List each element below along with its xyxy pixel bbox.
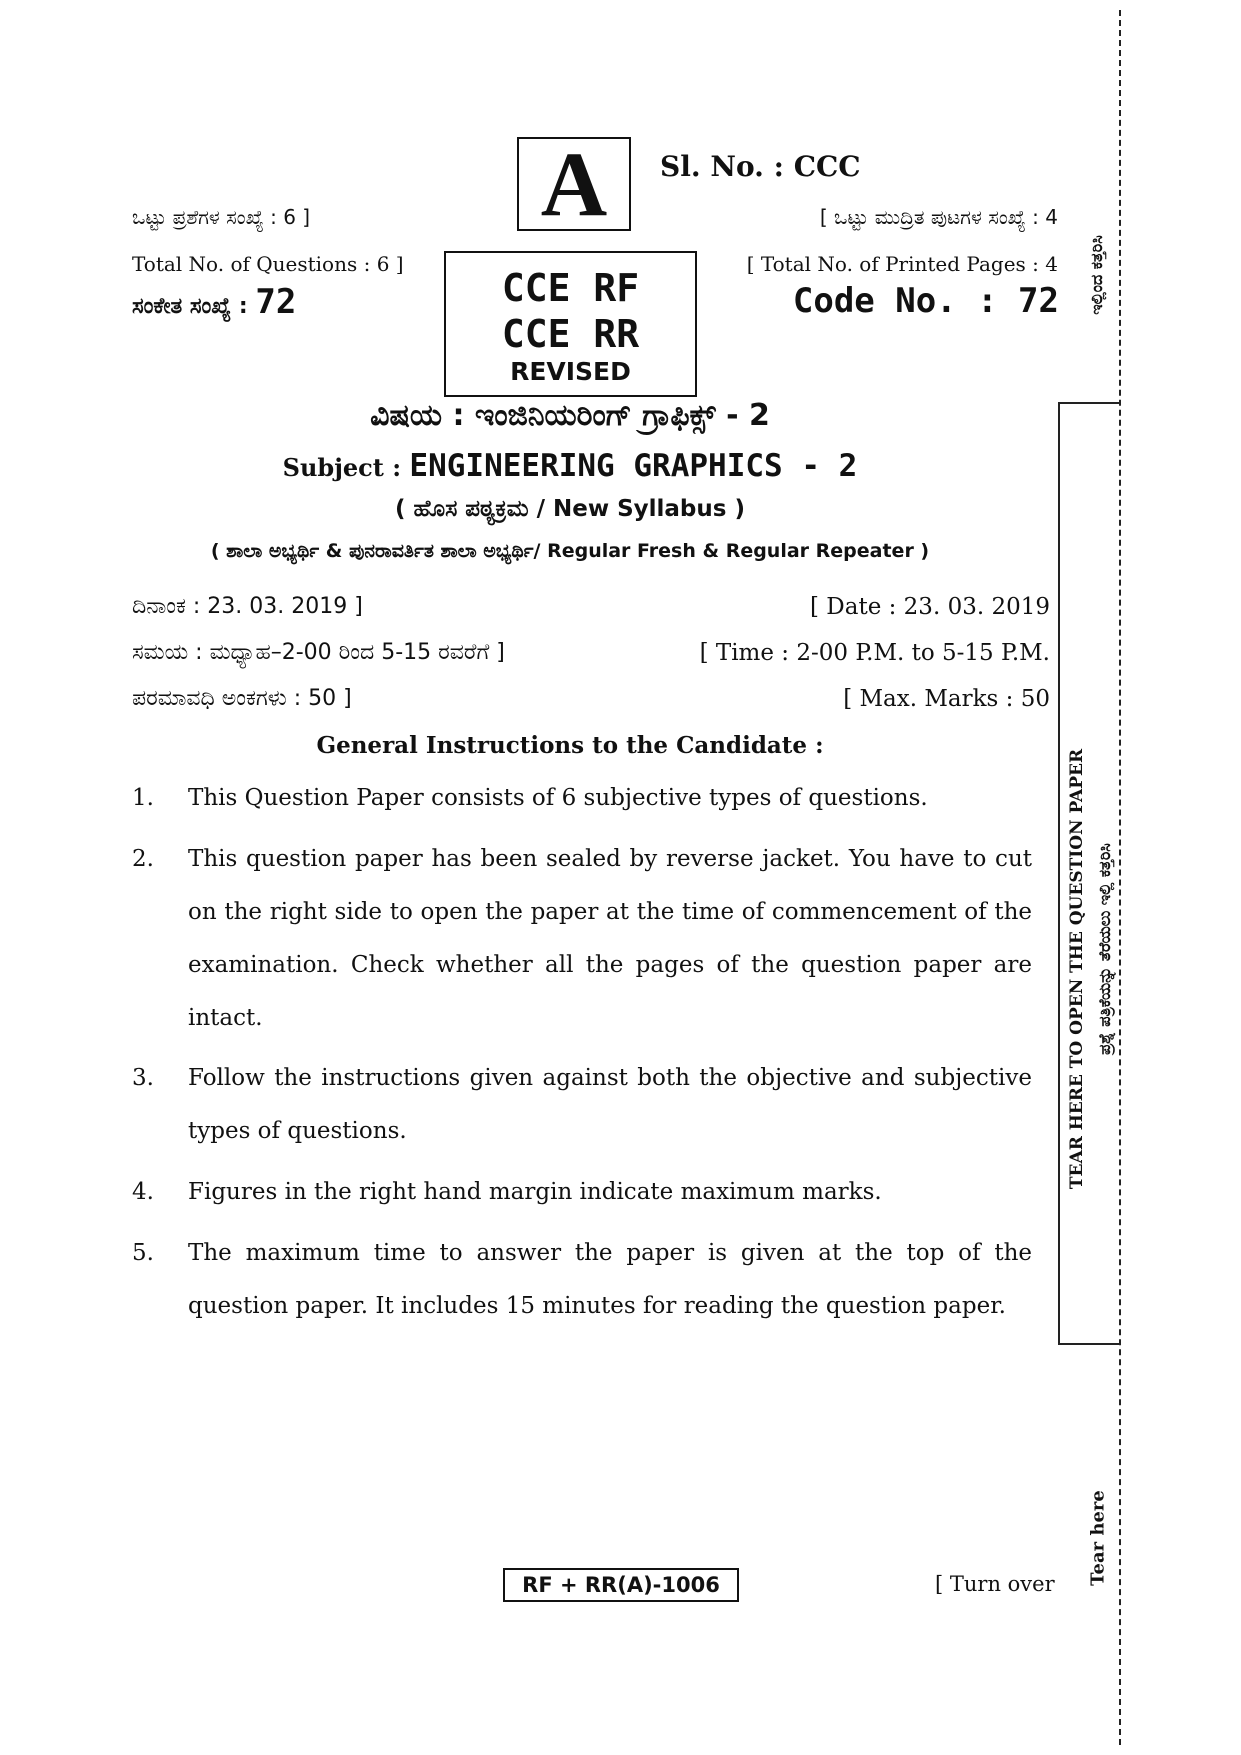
total-questions-kn: ಒಟ್ಟು ಪ್ರಶೆಗಳ ಸಂಖ್ಯೆ : 6 ] [132, 205, 311, 229]
syllabus: ( ಹೊಸ ಪಠ್ಯಕ್ರಮ / New Syllabus ) [395, 496, 745, 522]
time-kn: ಸಮಯ : ಮಧ್ಯಾಹ–2-00 ರಿಂದ 5-15 ರವರೆಗೆ ] [132, 640, 505, 665]
instructions-title: General Instructions to the Candidate : [316, 732, 824, 759]
instruction-number: 4. [132, 1179, 154, 1205]
tear-main-en-wrap [1060, 654, 1094, 1284]
code-number-en: Code No. : 72 [792, 281, 1059, 321]
marks-kn: ಪರಮಾವಧಿ ಅಂಕಗಳು : 50 ] [132, 686, 352, 711]
instruction-number: 5. [132, 1240, 154, 1266]
instruction-number: 1. [132, 785, 154, 811]
instruction-text: This Question Paper consists of 6 subjective types of questions. [188, 785, 928, 811]
tear-top-kn: ಇಲ್ಲಿಂದ ಕತ್ತರಿಸಿ [1087, 235, 1106, 315]
instruction-text: Follow the instructions given against both the objective and subjective types of questions. [188, 1065, 1032, 1144]
tear-here-bottom-wrap [1083, 1478, 1113, 1598]
total-questions-en: Total No. of Questions : 6 ] [132, 252, 404, 276]
instruction-number: 2. [132, 846, 154, 872]
candidate-type: ( ಶಾಲಾ ಅಭ್ಯರ್ಥಿ & ಪುನರಾವರ್ತಿತ ಶಾಲಾ ಅಭ್ಯರ್ಥಿ/ Regular Fresh & Regular Repeater ) [210, 540, 930, 562]
instruction-text: This question paper has been sealed by reverse jacket. You have to cut on the right side to open the paper at the time of commencement of the examination. Check whether all the pages of the question paper are intact. [188, 846, 1032, 1031]
exam-type-box [444, 251, 697, 397]
subject-kn: ವಿಷಯ : ಇಂಜಿನಿಯರಿಂಗ್ ಗ್ರಾಫಿಕ್ಸ್ - 2 [370, 398, 770, 433]
tear-main-en: TEAR HERE TO OPEN THE QUESTION PAPER [1067, 748, 1087, 1190]
marks-en: [ Max. Marks : 50 [843, 686, 1050, 712]
tear-label-top [1082, 205, 1112, 345]
version-letter-box [517, 133, 631, 235]
paper-code: RF + RR(A)-1006 [503, 1568, 739, 1602]
serial-number: Sl. No. : CCC [660, 150, 861, 183]
instruction-number: 3. [132, 1065, 154, 1091]
date-kn: ದಿನಾಂಕ : 23. 03. 2019 ] [132, 594, 363, 619]
tear-instruction-box [1058, 402, 1120, 1345]
exam-line-2: CCE RR [501, 312, 640, 356]
version-letter: A [540, 133, 608, 235]
code-number-kn [132, 282, 296, 322]
subject-label: Subject : [282, 453, 402, 482]
code-label-kn: ಸಂಕೇತ ಸಂಖ್ಯೆ : [132, 294, 248, 319]
subject-value: ENGINEERING GRAPHICS - 2 [409, 448, 858, 484]
time-en: [ Time : 2-00 P.M. to 5-15 P.M. [699, 640, 1050, 666]
exam-line-3: REVISED [510, 357, 631, 386]
instruction-item [132, 1166, 1032, 1219]
instruction-text: The maximum time to answer the paper is given at the top of the question paper. It includes 15 minutes for reading the question paper. [188, 1240, 1032, 1319]
instruction-item [132, 772, 1032, 825]
instruction-text: Figures in the right hand margin indicate maximum marks. [188, 1179, 882, 1205]
instruction-item [132, 1227, 1032, 1333]
tear-here-label: Tear here [1087, 1490, 1109, 1586]
code-value-kn: 72 [255, 282, 297, 322]
instruction-item [132, 1052, 1032, 1158]
exam-line-1: CCE RF [501, 266, 640, 310]
instruction-item [132, 833, 1032, 1045]
total-pages-kn: [ ಒಟ್ಟು ಮುದ್ರಿತ ಪುಟಗಳ ಸಂಖ್ಯೆ : 4 [819, 205, 1058, 229]
date-en: [ Date : 23. 03. 2019 [810, 594, 1050, 620]
turn-over: [ Turn over [935, 1572, 1055, 1596]
subject-en [0, 448, 1140, 484]
tear-main-kn: ಪ್ರಶ್ನೆ ಪತ್ರಿಕೆಯನ್ನು ತೆರೆಯಲು ಇಲ್ಲಿ ಕತ್ತರಿಸಿ [1095, 843, 1114, 1055]
tear-main-kn-wrap [1090, 714, 1120, 1184]
total-pages-en: [ Total No. of Printed Pages : 4 [746, 252, 1058, 276]
